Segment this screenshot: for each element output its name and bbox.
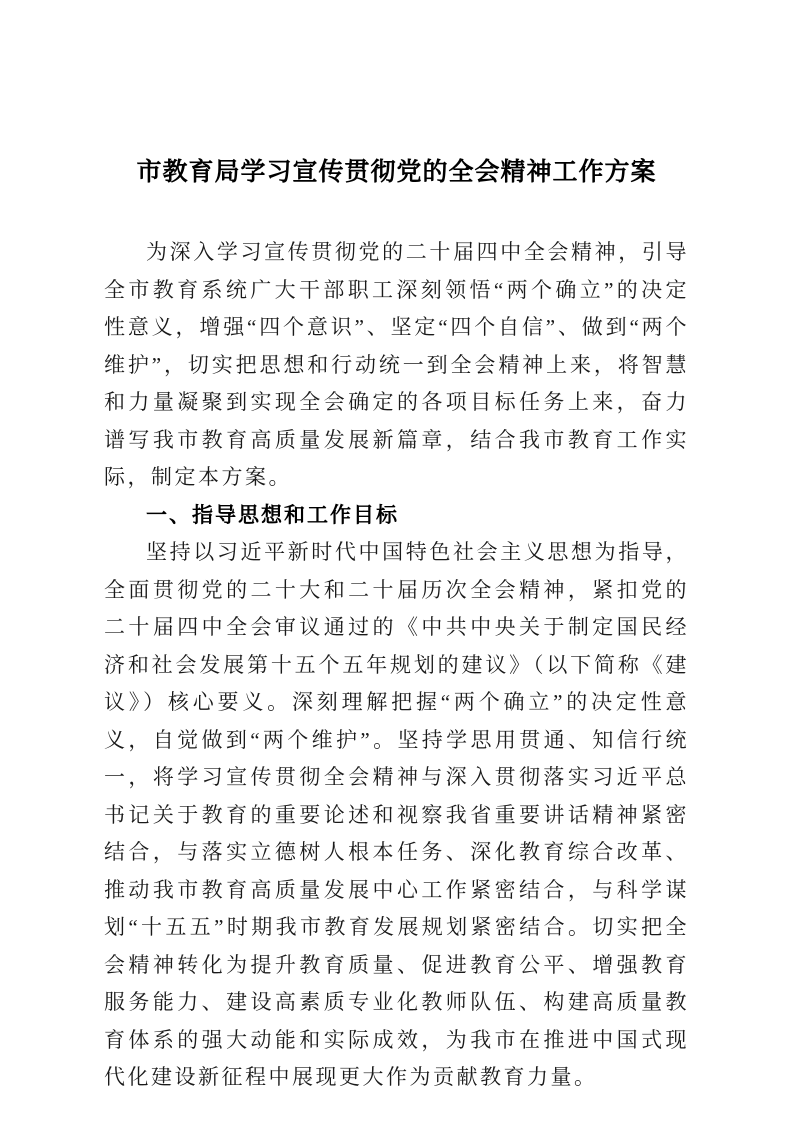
document-title: 市教育局学习宣传贯彻党的全会精神工作方案 [136,158,657,186]
section-heading: 一、指导思想和工作目标 [146,502,399,527]
paragraph: 为深入学习宣传贯彻党的二十届四中全会精神，引导全市教育系统广大干部职工深刻领悟“两个确立”的决定性意义，增强“四个意识”、坚定“四个自信”、做到“两个维护”，切实把思想和行动统一到全会精神上来，将智慧和力量凝聚到实现全会确定的各项目标任务上来，奋力谱写我市教育高质量发展新篇章，结合我市教育工作实际，制定本方案。 [104,240,689,489]
document-body [104,234,689,1097]
paragraph: 坚持以习近平新时代中国特色社会主义思想为指导，全面贯彻党的二十大和二十届历次全会精神，紧扣党的二十届四中全会审议通过的《中共中央关于制定国民经济和社会发展第十五个五年规划的建议》（以下简称《建议》）核心要义。深刻理解把握“两个确立”的决定性意义，自觉做到“两个维护”。坚持学思用贯通、知信行统一，将学习宣传贯彻全会精神与深入贯彻落实习近平总书记关于教育的重要论述和视察我省重要讲话精神紧密结合，与落实立德树人根本任务、深化教育综合改革、推动我市教育高质量发展中心工作紧密结合，与科学谋划“十五五”时期我市教育发展规划紧密结合。切实把全会精神转化为提升教育质量、促进教育公平、增强教育服务能力、建设高素质专业化教师队伍、构建高质量教育体系的强大动能和实际成效，为我市在推进中国式现代化建设新征程中展现更大作为贡献教育力量。 [104,540,689,1089]
